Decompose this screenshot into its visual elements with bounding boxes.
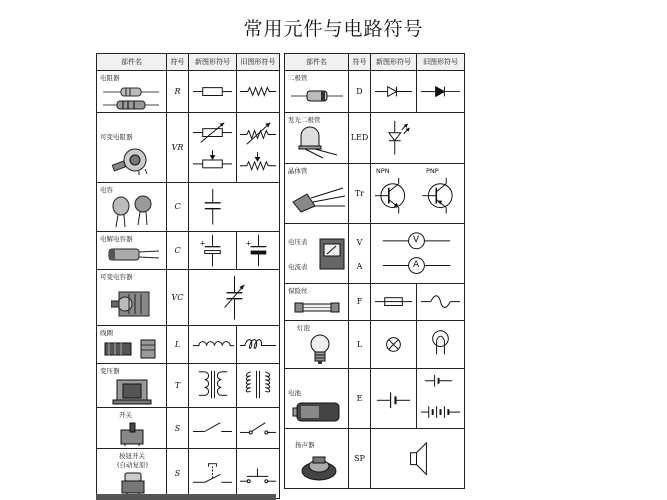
component-name: 灯泡: [297, 323, 310, 332]
capacitor-symbol-icon: [189, 183, 279, 230]
led-symbol-icon: [371, 113, 464, 162]
variable-capacitor-symbol-icon: [189, 270, 279, 325]
name-cell: [97, 113, 167, 183]
push-button-old-icon: [237, 449, 279, 498]
old-symbol-cell: [237, 326, 280, 364]
variable-resistor-zigzag-icon: [237, 113, 279, 181]
resistor-symbol-icon: [189, 71, 236, 112]
variable-resistor-symbol-icon: [189, 113, 236, 182]
led-photo-icon: [293, 126, 343, 160]
name-cell: [285, 71, 349, 113]
voltmeter-letter: V: [413, 234, 420, 245]
component-name: 晶体管: [288, 166, 308, 175]
transistor-photo-icon: [289, 180, 347, 220]
new-symbol-cell: [189, 183, 280, 231]
code-cell: VC: [167, 269, 189, 325]
name-cell: [285, 223, 349, 283]
table-header-row: [97, 54, 280, 71]
component-name: 按钮开关: [119, 451, 145, 460]
resistor-photo-icon: [101, 85, 161, 111]
switch-old-icon: [237, 409, 279, 448]
name-cell: [97, 183, 167, 231]
component-name: 线圈: [100, 329, 113, 338]
name-cell: [285, 428, 349, 488]
new-symbol-cell: [189, 231, 237, 269]
speaker-symbol-icon: [371, 429, 464, 488]
new-symbol-cell: [189, 364, 237, 408]
name-cell: [97, 326, 167, 364]
table-row-lamp: [285, 320, 465, 368]
ammeter-code: A: [356, 261, 363, 271]
code-cell: [349, 223, 371, 283]
meter-symbols: [371, 224, 464, 283]
new-symbol-cell: [189, 326, 237, 364]
code-cell: Tr: [349, 163, 371, 223]
component-name: 可变电容器: [100, 272, 133, 281]
transformer-old-icon: [237, 364, 279, 407]
code-cell: LED: [349, 113, 371, 163]
table-header-row: [285, 54, 465, 71]
name-cell: [285, 113, 349, 163]
name-cell: [97, 448, 167, 498]
code-cell: L: [167, 326, 189, 364]
component-name: 电池: [288, 388, 301, 397]
name-cell: [97, 364, 167, 408]
name-cell: [285, 284, 349, 320]
lamp-old-icon: [417, 321, 464, 368]
name-cell: [285, 368, 349, 428]
new-symbol-cell: [189, 71, 237, 113]
new-symbol-cell: [371, 163, 465, 223]
transformer-symbol-icon: [189, 364, 236, 407]
diode-photo-icon: [289, 86, 345, 106]
code-cell: S: [167, 448, 189, 498]
code-cell: SP: [349, 428, 371, 488]
old-symbol-cell: [417, 368, 465, 428]
left-symbol-table: [96, 53, 280, 499]
component-name: 电解电容器: [100, 234, 133, 243]
page-title: 常用元件与电路符号: [243, 18, 424, 40]
code-cell: S: [167, 408, 189, 448]
potentiometer-photo-icon: [109, 145, 157, 175]
new-symbol-cell: [371, 71, 417, 113]
new-symbol-cell: [371, 284, 417, 320]
switch-symbol-icon: [189, 408, 236, 447]
header-new-symbol: 新图形符号: [371, 54, 417, 71]
table-row-capacitor: [97, 183, 280, 231]
fuse-old-icon: [417, 284, 464, 319]
transformer-photo-icon: [111, 376, 155, 406]
new-symbol-cell: [189, 269, 280, 325]
npn-label: NPN: [376, 166, 390, 175]
table-row-transistor: [285, 163, 465, 223]
variable-capacitor-photo-icon: [111, 284, 157, 324]
voltmeter-code: V: [356, 237, 363, 247]
new-symbol-cell: [189, 448, 237, 498]
old-symbol-cell: [237, 448, 280, 498]
table-row-led: [285, 113, 465, 163]
name-cell: [97, 231, 167, 269]
old-symbol-cell: [237, 71, 280, 113]
table-row-switch: [97, 408, 280, 448]
component-name: 二极管: [288, 74, 308, 82]
component-name-voltmeter: 电压表: [288, 237, 308, 246]
pnp-label: PNP: [426, 166, 439, 175]
old-symbol-cell: [237, 113, 280, 183]
switch-photo-icon: [117, 422, 151, 446]
name-cell: [285, 163, 349, 223]
old-symbol-cell: [237, 231, 280, 269]
bottom-cutoff-band: [96, 494, 276, 500]
old-symbol-cell: [237, 364, 280, 408]
header-new-symbol: 新图形符号: [189, 54, 237, 71]
ammeter-letter: A: [413, 259, 420, 270]
component-name: 发光二极管: [288, 116, 321, 125]
code-cell: D: [349, 71, 371, 113]
component-name: 扬声器: [295, 440, 315, 449]
component-name: 保险丝: [288, 287, 308, 296]
capacitor-photo-icon: [107, 195, 159, 229]
resistor-zigzag-icon: [237, 71, 279, 112]
table-row-push-button: [97, 448, 280, 498]
new-symbol-cell: [371, 113, 465, 163]
svg-text:+: +: [199, 239, 206, 248]
table-row-electrolytic-capacitor: [97, 231, 280, 269]
table-row-resistor: [97, 71, 280, 113]
fuse-photo-icon: [293, 298, 343, 316]
name-cell: [97, 408, 167, 448]
diode-old-icon: [417, 71, 464, 112]
fuse-symbol-icon: [371, 284, 416, 319]
battery-old-icon: [417, 369, 464, 428]
code-cell: VR: [167, 113, 189, 183]
old-symbol-cell: [417, 284, 465, 320]
old-symbol-cell: [417, 320, 465, 368]
push-button-photo-icon: [119, 471, 149, 497]
electrolytic-capacitor-old-icon: [237, 232, 279, 269]
push-button-symbol-icon: [189, 449, 236, 498]
speaker-photo-icon: [299, 453, 339, 483]
new-symbol-cell: [189, 113, 237, 183]
new-symbol-cell: [371, 428, 465, 488]
code-cell: T: [167, 364, 189, 408]
new-symbol-cell: [371, 368, 417, 428]
header-name: 部件名: [285, 54, 349, 71]
table-row-variable-resistor: [97, 113, 280, 183]
component-note: (自动复原): [117, 460, 149, 469]
electrolytic-capacitor-symbol-icon: [189, 232, 236, 269]
header-name: 部件名: [97, 54, 167, 71]
new-symbol-cell: [371, 320, 417, 368]
header-code: 符号: [167, 54, 189, 71]
diode-symbol-icon: [371, 71, 416, 112]
name-cell: [285, 320, 349, 368]
table-row-speaker: [285, 428, 465, 488]
new-symbol-cell: [371, 223, 465, 283]
code-cell: C: [167, 183, 189, 231]
table-row-fuse: [285, 284, 465, 320]
code-cell: R: [167, 71, 189, 113]
lamp-photo-icon: [307, 333, 333, 367]
header-code: 符号: [349, 54, 371, 71]
header-old-symbol: 旧图形符号: [417, 54, 465, 71]
component-name-ammeter: 电流表: [288, 262, 308, 271]
new-symbol-cell: [189, 408, 237, 448]
name-cell: [97, 71, 167, 113]
inductor-old-icon: [237, 326, 279, 363]
table-row-variable-capacitor: [97, 269, 280, 325]
old-symbol-cell: [237, 408, 280, 448]
header-old-symbol: 旧图形符号: [237, 54, 280, 71]
electrolytic-capacitor-photo-icon: [103, 244, 163, 266]
pnp-symbol-icon: [422, 177, 452, 213]
component-name: 开关: [119, 411, 132, 420]
code-cell: L: [349, 320, 371, 368]
component-name: 可变电阻器: [100, 133, 133, 142]
old-symbol-cell: [417, 71, 465, 113]
battery-photo-icon: [291, 399, 345, 425]
table-row-diode: [285, 71, 465, 113]
table-row-coil: [97, 326, 280, 364]
coil-photo-icon: [101, 338, 163, 362]
inductor-symbol-icon: [189, 326, 236, 363]
table-row-meters: [285, 223, 465, 283]
svg-text:+: +: [245, 239, 252, 248]
code-cell: F: [349, 284, 371, 320]
component-name: 电阻器: [100, 74, 120, 82]
right-symbol-table: [284, 53, 465, 489]
component-name: 电容: [100, 186, 113, 195]
battery-symbol-icon: [371, 369, 416, 428]
meter-photo-icon: [317, 234, 347, 274]
npn-symbol-icon: [375, 177, 405, 213]
lamp-symbol-icon: [371, 321, 416, 368]
table-row-battery: [285, 368, 465, 428]
table-row-transformer: [97, 364, 280, 408]
code-cell: E: [349, 368, 371, 428]
component-name: 变压器: [100, 367, 120, 376]
code-cell: C: [167, 231, 189, 269]
name-cell: [97, 269, 167, 325]
